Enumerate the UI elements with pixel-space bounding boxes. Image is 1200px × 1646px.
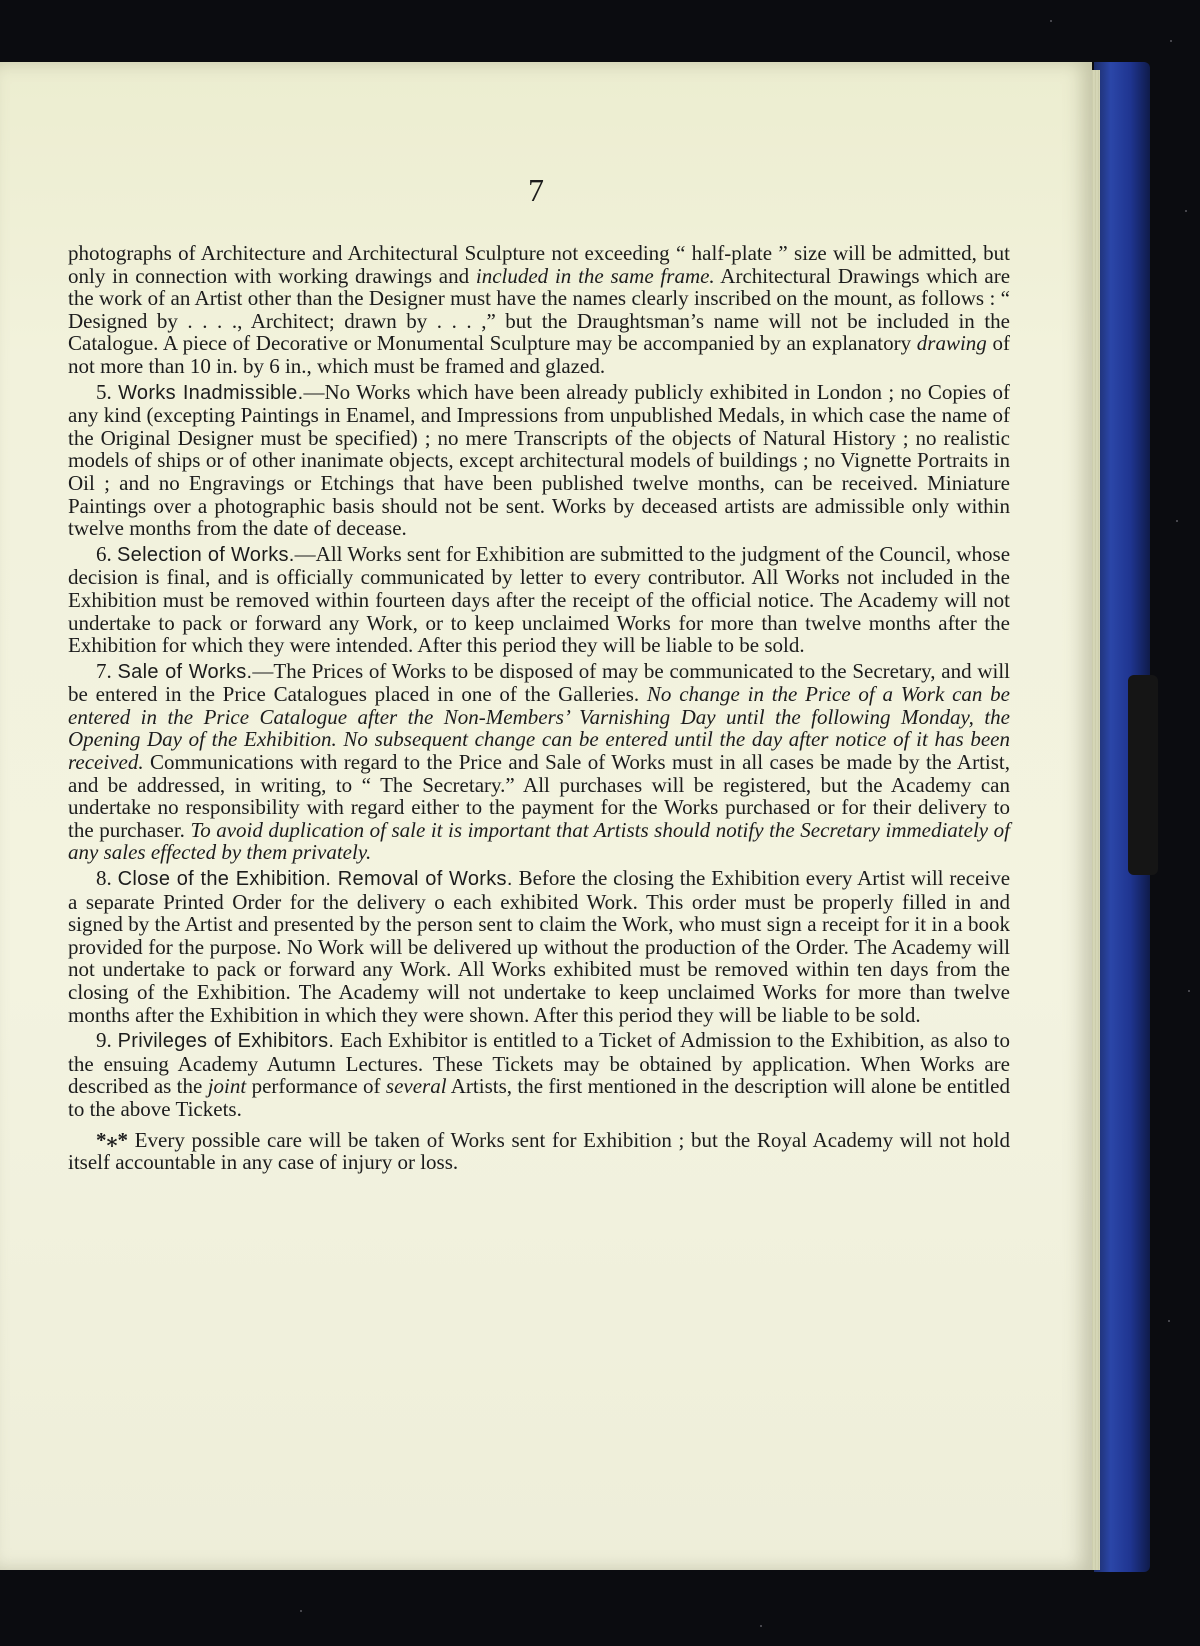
section-heading: Privileges of Exhibitors. <box>117 1030 335 1053</box>
background-speck <box>1185 210 1187 212</box>
asterism-icon: *⁎* <box>96 1127 128 1152</box>
section-sale-of-works <box>68 660 1010 864</box>
section-works-inadmissible <box>68 381 1010 540</box>
section-selection-of-works <box>68 543 1010 657</box>
section-number: 6. <box>96 541 112 566</box>
bookmark-tab <box>1128 675 1158 875</box>
book-page <box>0 62 1092 1570</box>
background-speck <box>1050 20 1052 22</box>
section-italic-1: joint <box>207 1074 247 1099</box>
section-privileges-of-exhibitors <box>68 1029 1010 1120</box>
section-number: 5. <box>96 379 112 404</box>
section-body: Before the closing the Exhibition every Artist will receive a separate Printed Order for the delivery o each exhibited Work. This order must be properly filled in and signed by the Artist and presented by the person sent to claim the Work, who must sign a receipt for it in a book provided for the purpose. No Work will be delivered up without the production of the Order. The Academy will not undertake to pack or forward any Work. All Works exhibited must be removed within ten days from the closing of the Exhibition. The Academy will not undertake to keep unclaimed Works for more than twelve months after the Exhibition in which they were shown. After this period they will be liable to be sold. <box>68 866 1011 1027</box>
section-body: —All Works sent for Exhibition are submitted to the judgment of the Council, whose decision is final, and is officially communicated by letter to every contributor. All Works not included in the Exhibition must be removed within fourteen days after the receipt of the official notice. The Academy will not undertake to pack or forward any Work, or to keep unclaimed Works for more than twelve months after the Exhibition for which they were intended. After this period they will be liable to be sold. <box>68 541 1011 658</box>
section-italic-2: To avoid duplication of sale it is important that Artists should notify the Secretary immediately of any sales effected by them privately. <box>68 817 1010 865</box>
section-italic-1: No change in the Price of a Work can be entered in the Price Catalogue after the Non-Members’ Varnishing Day until the following Monday, the Opening Day of the Exhibition. No subsequent change can be entered until the day after notice of it has been received. <box>68 682 1010 775</box>
footnote <box>68 1129 1010 1174</box>
background-speck <box>1188 990 1190 992</box>
background-speck <box>760 1625 762 1627</box>
page-number: 7 <box>528 172 544 208</box>
background-speck <box>1168 1320 1170 1322</box>
section-body-1: Each Exhibitor is entitled to a Ticket of Admission to the Exhibition, as also to the ensuing Academy Autumn Lectures. These Tickets may be obtained by application. When Works are described as the <box>68 1028 1010 1099</box>
section-heading: Selection of Works. <box>117 543 295 566</box>
section-heading: Close of the Exhibition. Removal of Works. <box>117 868 513 891</box>
para1-text-1: photographs of Architecture and Architectural Sculpture not exceeding “ half-plate ” size will be admitted, but only in connection with working drawings and <box>68 241 1010 288</box>
para1-text-3: of not more than 10 in. by 6 in., which must be framed and glazed. <box>68 331 1010 378</box>
background-speck <box>1176 520 1178 522</box>
section-body-1: —The Prices of Works to be disposed of may be communicated to the Secretary, and will be entered in the Price Catalogues placed in one of the Galleries. <box>68 658 1010 707</box>
paragraph-architecture <box>68 242 1010 378</box>
background-speck <box>300 1610 302 1612</box>
section-number: 7. <box>96 658 112 683</box>
section-number: 9. <box>96 1028 112 1053</box>
para1-italic-1: included in the same frame. <box>475 263 715 288</box>
section-close-of-exhibition <box>68 867 1010 1026</box>
page-text <box>68 242 1010 1177</box>
section-number: 8. <box>96 866 112 891</box>
para1-text-2: Architectural Drawings which are the work of an Artist other than the Designer must have the names clearly inscribed on the mount, as follows : “ Designed by . . . ., Architect; drawn by . . . ,” but the Draughtsman’s name will not be included in the Catalogue. A piece of Decorative or Monumental Sculpture may be accompanied by an explanatory <box>68 263 1011 356</box>
section-body-2: Communications with regard to the Price and Sale of Works must in all cases be made by the Artist, and be addressed, in writing, to “ The Secretary.” All purchases will be registered, but the Academy can undertake no responsibility with regard either to the payment for the Works purchased or for their delivery to the purchaser. <box>68 750 1010 842</box>
background-speck <box>1170 40 1172 42</box>
footnote-body: Every possible care will be taken of Works sent for Exhibition ; but the Royal Academy will not hold itself accountable in any case of injury or loss. <box>68 1127 1010 1175</box>
section-heading: Sale of Works. <box>117 660 253 683</box>
para1-italic-2: drawing <box>916 331 987 356</box>
section-body-3: Artists, the first mentioned in the description will alone be entitled to the above Tickets. <box>68 1074 1010 1121</box>
section-heading: Works Inadmissible. <box>118 381 304 404</box>
section-body-2: performance of <box>246 1074 386 1099</box>
section-body: —No Works which have been already publicly exhibited in London ; no Copies of any kind (excepting Paintings in Enamel, and Impressions from unpublished Medals, in which case the name of the Original Designer must be specified) ; no mere Transcripts of the objects of Natural History ; no realistic models of ships or of other inanimate objects, except architectural models of buildings ; no Vignette Portraits in Oil ; and no Engravings or Etchings that have been published twelve months, can be received. Miniature Paintings over a photographic basis should not be sent. Works by deceased artists are admissible only within twelve months from the date of decease. <box>68 379 1011 541</box>
section-italic-2: several <box>385 1074 447 1099</box>
